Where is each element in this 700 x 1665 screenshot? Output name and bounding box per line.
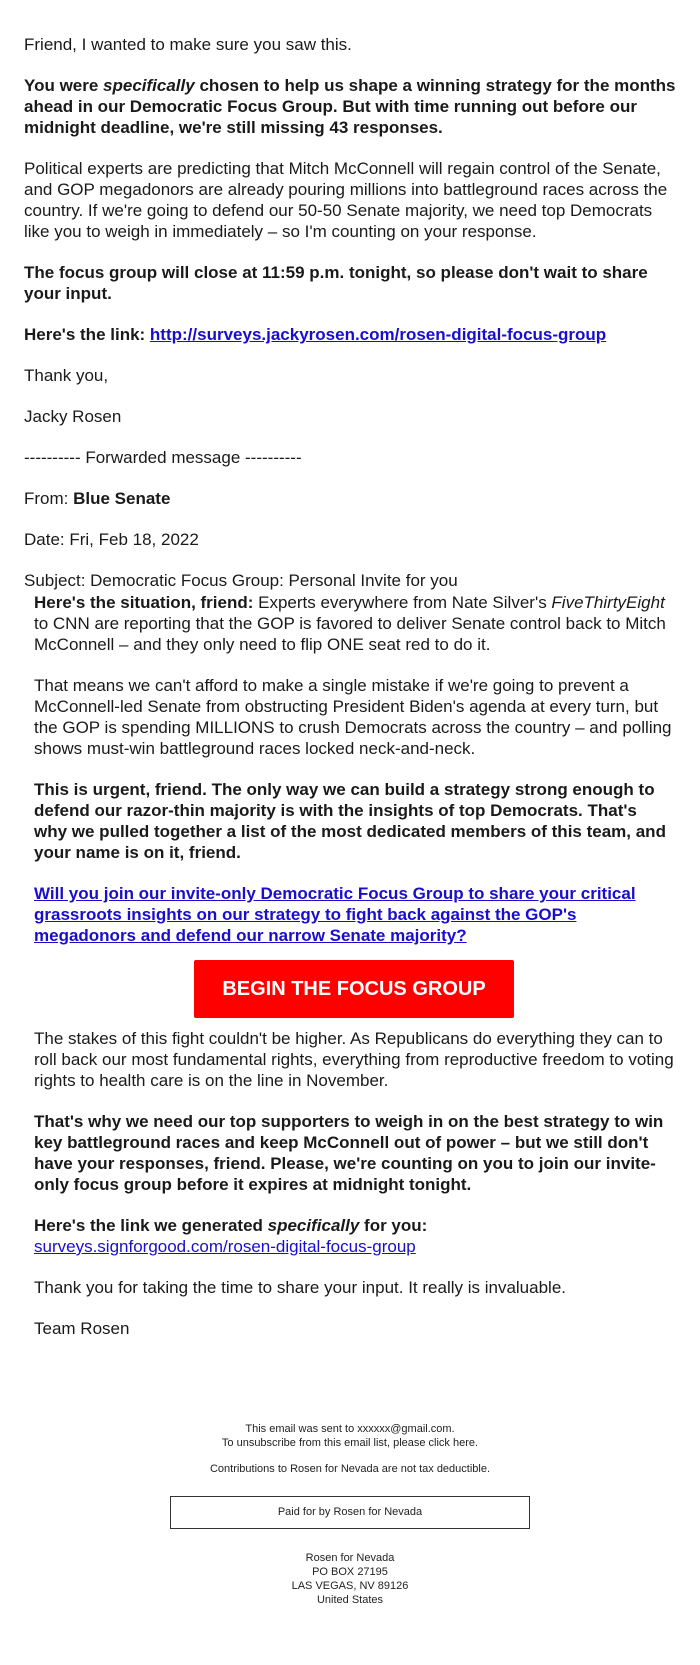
from-value: Blue Senate	[73, 489, 171, 508]
sent-to-text: This email was sent to xxxxxx@gmail.com.	[245, 1423, 455, 1435]
paragraph-chosen	[24, 75, 676, 138]
paragraph-experts: Political experts are predicting that Mitch McConnell will regain control of the Senate, and GOP megadonors are already pouring millions into battleground races across the country. If we're going to defend our 50-50 Senate majority, we need top Democrats like you to weigh in immediately – so I'm counting on your response.	[24, 159, 668, 241]
paid-for-box: Paid for by Rosen for Nevada	[170, 1496, 530, 1529]
forward-date: Date: Fri, Feb 18, 2022	[24, 530, 199, 549]
address-line-2: PO BOX 27195	[312, 1566, 388, 1578]
urgent-text: This is urgent, friend. The only way we can build a strategy strong enough to defend our razor-thin majority is with the insights of top Democrats. That's why we pulled together a list of the most dedicated members of this team, and your name is on it, friend.	[34, 780, 666, 862]
begin-focus-group-button[interactable]: BEGIN THE FOCUS GROUP	[194, 960, 514, 1018]
generated-link-b: for you:	[359, 1216, 428, 1235]
paragraph-thank-you: Thank you for taking the time to share your input. It really is invaluable.	[34, 1278, 566, 1297]
address-line-4: United States	[316, 1594, 384, 1606]
paragraph-supporters	[34, 1111, 674, 1195]
forward-subject: Subject: Democratic Focus Group: Personal Invite for you	[24, 571, 458, 590]
paragraph-chosen-em: specifically	[103, 76, 195, 95]
team-signature: Team Rosen	[34, 1319, 130, 1338]
paragraph-urgent	[34, 779, 674, 863]
paragraph-generated-link	[34, 1215, 674, 1257]
survey-link[interactable]: http://surveys.jackyrosen.com/rosen-digital-focus-group	[149, 325, 607, 344]
situation-a: Experts everywhere from Nate Silver's	[253, 593, 552, 612]
address-line-1: Rosen for Nevada	[305, 1552, 395, 1564]
forwarded-message-body	[34, 592, 674, 1359]
link-label: Here's the link:	[24, 325, 150, 344]
generated-link-em: specifically	[267, 1216, 360, 1235]
thanks-text: Thank you,	[24, 366, 109, 385]
situation-b: to CNN are reporting that the GOP is favored to deliver Senate control back to Mitch McConnell – and they only need to flip ONE seat red to do it.	[34, 614, 666, 654]
paragraph-chosen-b: chosen to help us shape a winning strategy for the months ahead in our Democratic Focus Group. But with time running out before our midnight deadline, we're still missing 43 responses.	[24, 76, 676, 137]
paragraph-stakes: The stakes of this fight couldn't be higher. As Republicans do everything they can to roll back our most fundamental rights, everything from reproductive freedom to voting rights to health care is on the line in November.	[34, 1029, 674, 1090]
forward-from	[24, 488, 676, 509]
situation-bold: Here's the situation, friend:	[34, 593, 254, 612]
paragraph-chosen-a: You were	[24, 76, 104, 95]
intro-text: Friend, I wanted to make sure you saw this.	[24, 35, 352, 54]
paragraph-deadline	[24, 262, 676, 304]
contributions-text: Contributions to Rosen for Nevada are not tax deductible.	[209, 1463, 491, 1475]
join-focus-group-link[interactable]: Will you join our invite-only Democratic Focus Group to share your critical grassroots insights on our strategy to fight back against the GOP's megadonors and defend our narrow Senate majority?	[34, 884, 636, 945]
paragraph-join	[34, 883, 674, 946]
forward-note	[24, 34, 676, 611]
from-label: From:	[24, 489, 74, 508]
paragraph-mistake: That means we can't afford to make a single mistake if we're going to prevent a McConnell-led Senate from obstructing President Biden's agenda at every turn, but the GOP is spending MILLIONS to crush Democrats across the country – and polling shows must-win battleground races locked neck-and-neck.	[34, 676, 672, 758]
mailing-address	[0, 1551, 700, 1607]
unsubscribe-text[interactable]: To unsubscribe from this email list, please click here.	[221, 1437, 479, 1449]
email-footer	[0, 1422, 700, 1607]
paragraph-deadline-text: The focus group will close at 11:59 p.m. tonight, so please don't wait to share your input.	[24, 263, 648, 303]
address-line-3: LAS VEGAS, NV 89126	[291, 1580, 409, 1592]
paragraph-situation	[34, 592, 674, 655]
situation-em: FiveThirtyEight	[551, 593, 665, 612]
cta-container	[34, 960, 674, 1018]
generated-link-a: Here's the link we generated	[34, 1216, 268, 1235]
signature-text: Jacky Rosen	[24, 407, 122, 426]
signforgood-link[interactable]: surveys.signforgood.com/rosen-digital-focus-group	[34, 1237, 416, 1256]
supporters-text: That's why we need our top supporters to weigh in on the best strategy to win key battleground races and keep McConnell out of power – but we still don't have your responses, friend. Please, we're counting on you to join our invite-only focus group before it expires at midnight tonight.	[34, 1112, 664, 1194]
paragraph-link	[24, 324, 676, 345]
forward-header: ---------- Forwarded message ----------	[24, 448, 302, 467]
